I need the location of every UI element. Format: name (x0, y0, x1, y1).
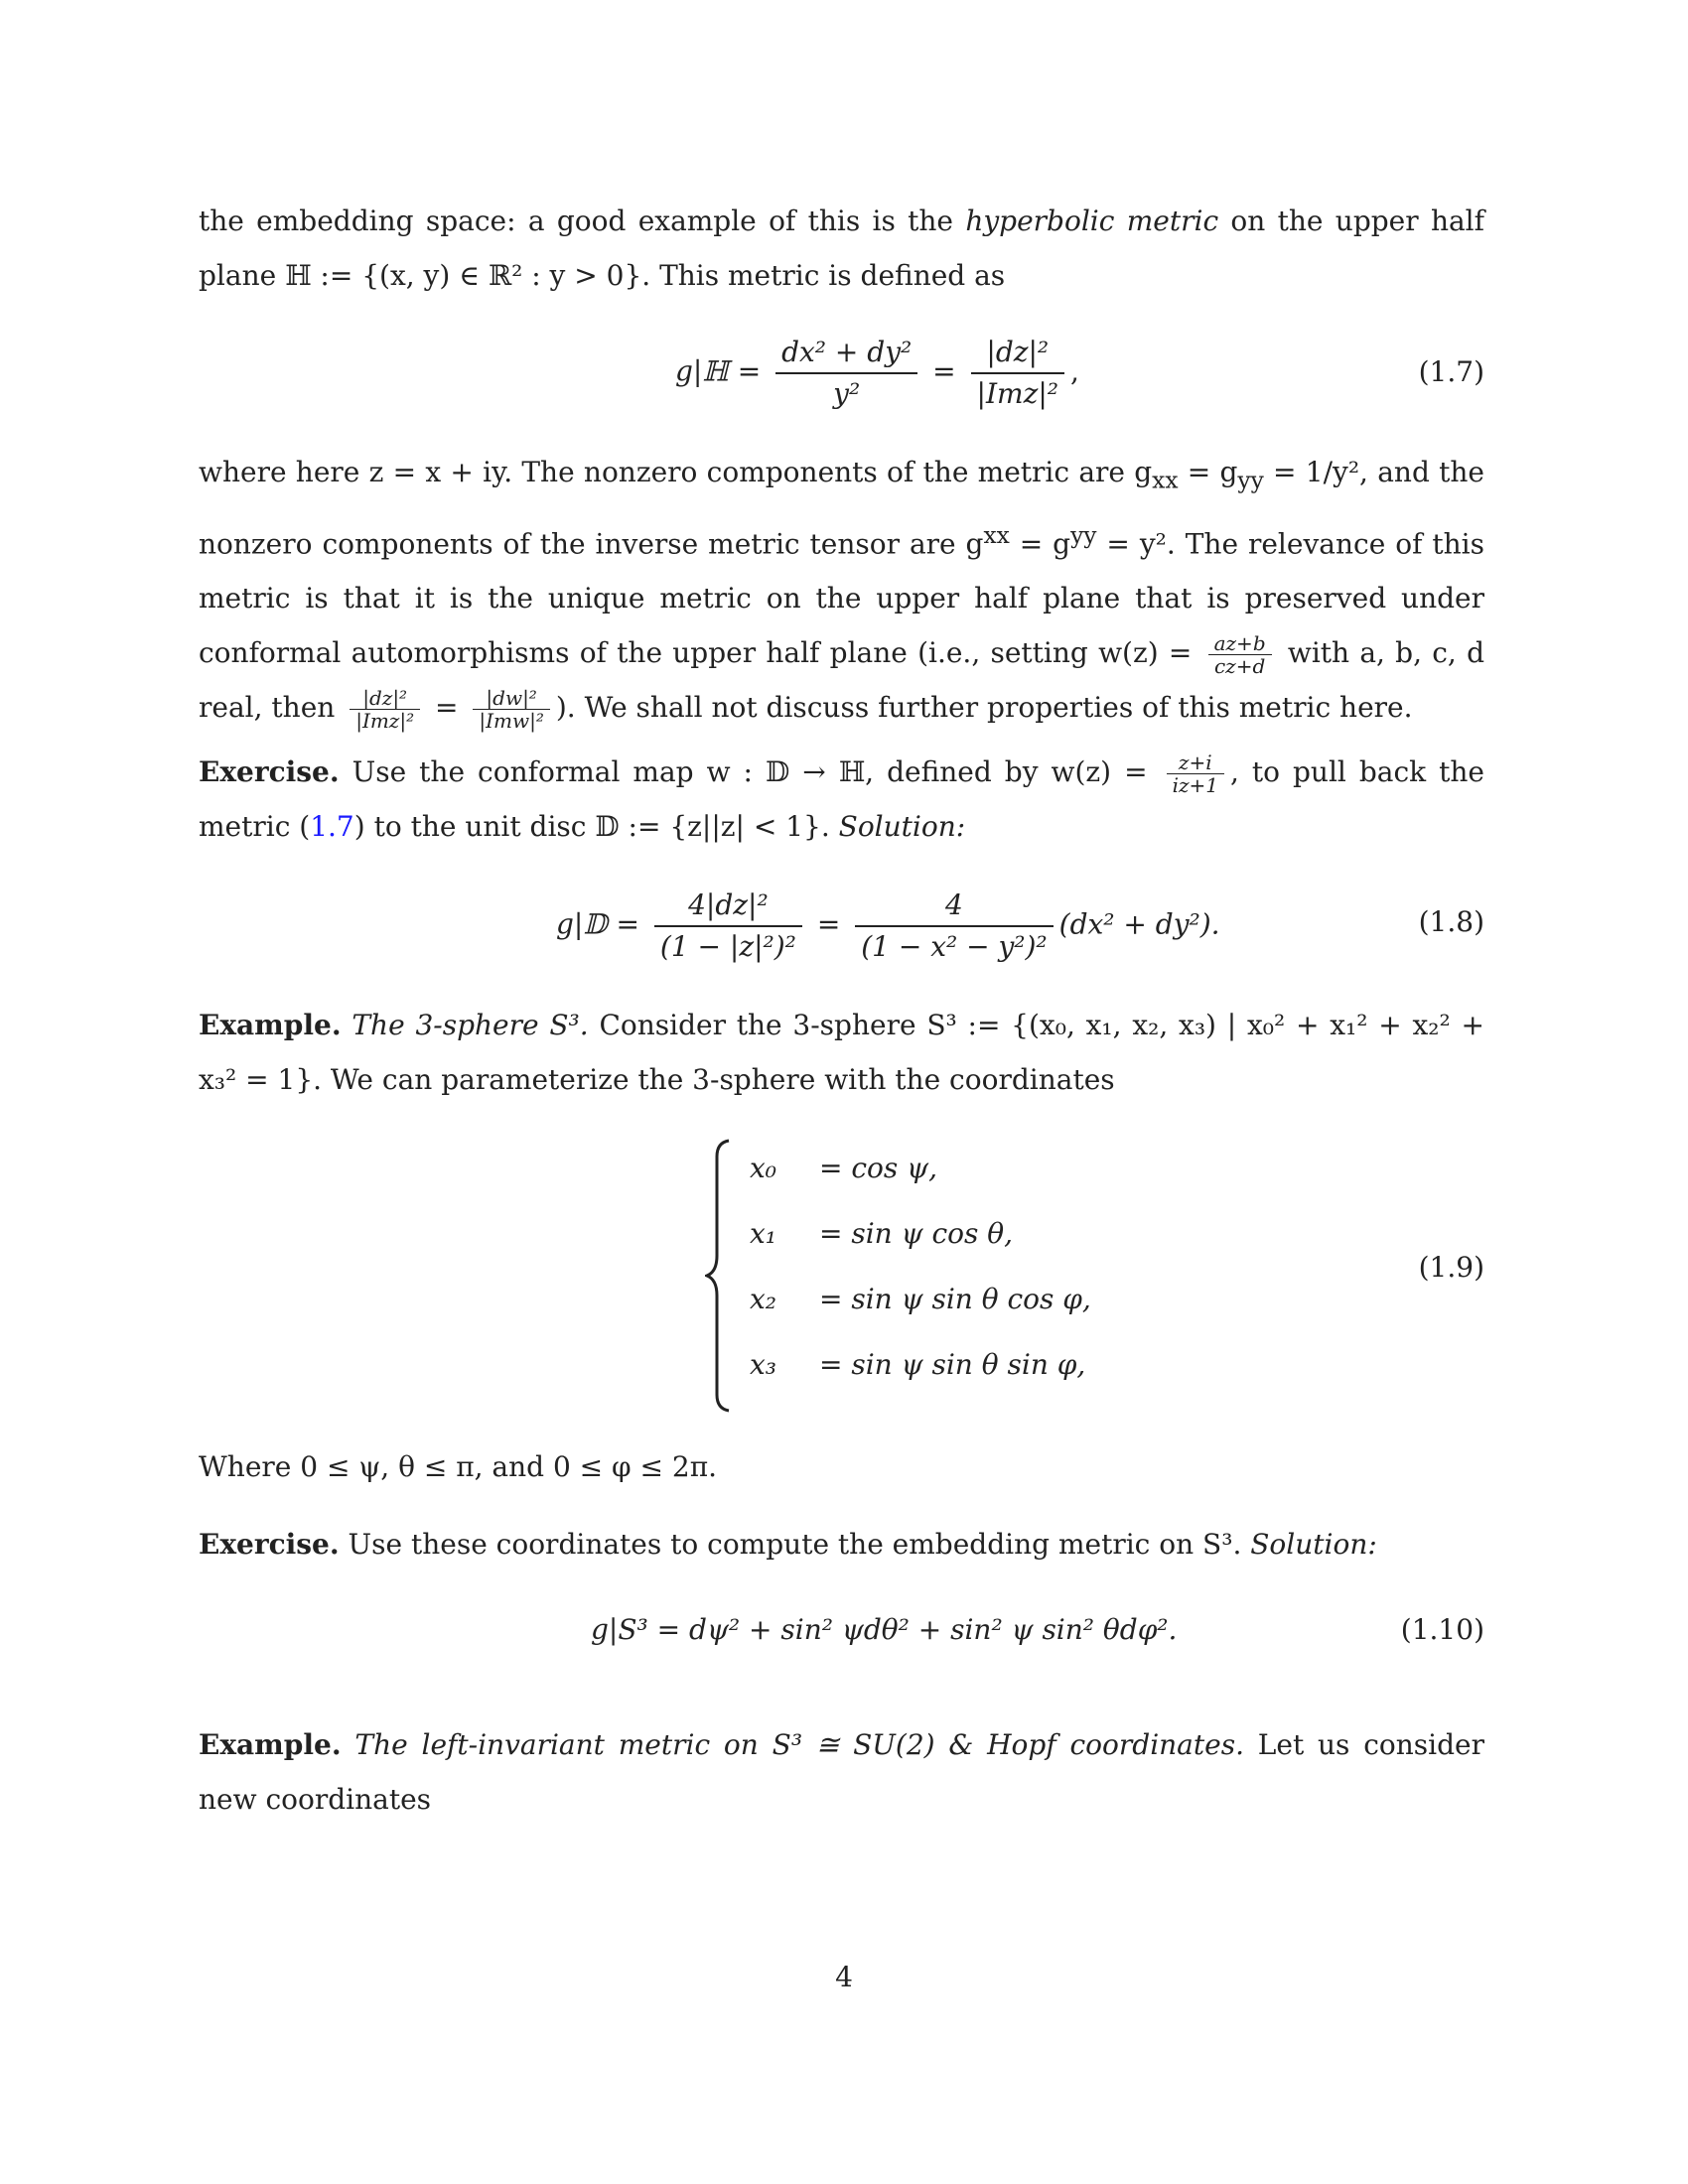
denominator: |Imz|² (976, 377, 1059, 410)
equation-number-1-8: (1.8) (1418, 905, 1484, 938)
equals-sign: = (932, 354, 956, 388)
example-title: The 3-sphere S³. (341, 1009, 589, 1041)
equation-1-9 (705, 1137, 1122, 1415)
eq-fraction (775, 333, 917, 414)
emphasis-hyperbolic-metric: hyperbolic metric (965, 205, 1219, 237)
eq-lhs: g|𝔻 = (556, 907, 639, 941)
superscript: yy (1070, 520, 1097, 549)
exercise-label: Exercise. (199, 755, 340, 788)
equation-number-1-9: (1.9) (1418, 1251, 1484, 1284)
paragraph-metric-components: where here z = x + iy. The nonzero components of the metric are $g_{xx} = g_{yy} = 1/y^2$, and the nonzero components of the inverse metric tensor are $g^{xx} = g^{yy} = y^2$. The relevance of this metric is that it is the unique metric on the upper half plane that is preserved under conformal automorphisms of the upper half plane (i.e., setting w(z) = $\frac{az+b}{cz+d}$ with a, b, c, d real, then $\frac{\text{|dz|²}}{\text{|Imz|²}}$ = $\frac{\text{|dw|²}}{\text{|Imw|²}}$ ). We shall not discuss further properties of this metric here. (199, 456, 1485, 733)
exercise-label: Exercise. (199, 1528, 340, 1561)
subscript: xx (1152, 466, 1179, 494)
text-run: = g (1178, 456, 1238, 488)
equation-number-1-10: (1.10) (1400, 1613, 1484, 1646)
numerator: dx² + dy² (775, 333, 917, 374)
inline-fraction (1167, 751, 1224, 796)
row-rhs: = sin ψ cos θ, (819, 1217, 1014, 1250)
text-run: where here z = x + iy. The nonzero components of the metric are g (199, 456, 1153, 488)
denominator: y² (833, 377, 861, 410)
numerator: |dz|² (971, 333, 1064, 374)
system-row (750, 1217, 1013, 1250)
equation-1-8 (556, 886, 1220, 967)
denominator: |Imw|² (479, 708, 544, 733)
eq-tail: , (1070, 354, 1079, 388)
row-lhs: x₀ (750, 1152, 777, 1184)
equation-1-10: g|S³ = dψ² + sin² ψdθ² + sin² ψ sin² θdφ². (591, 1613, 1178, 1646)
numerator: az+b (1208, 632, 1272, 655)
superscript: xx (983, 520, 1010, 549)
row-lhs: x₂ (750, 1283, 777, 1315)
left-brace-icon (705, 1137, 735, 1415)
equation-reference-link[interactable]: 1.7 (310, 810, 354, 843)
text-run: Let us consider new coordinates (199, 1728, 1484, 1816)
numerator: |dz|² (350, 687, 420, 710)
paragraph-exercise-embedding (199, 1517, 1484, 1571)
text-run: , to pull back the metric ( (199, 755, 1484, 843)
example-title: The left-invariant metric on S³ ≅ SU(2) & Hopf coordinates. (341, 1728, 1244, 1761)
text-run: = g (1009, 526, 1071, 560)
row-rhs: = sin ψ sin θ sin φ, (819, 1348, 1086, 1381)
inline-fraction (1208, 632, 1272, 677)
equals-sign: = (816, 907, 841, 941)
equation-number-1-7: (1.7) (1418, 355, 1484, 388)
text-run: ) to the unit disc 𝔻 := {z||z| < 1}. (353, 810, 839, 843)
system-row (750, 1348, 1085, 1381)
text-run: ). We shall not discuss further properties of this metric here. (555, 690, 1413, 724)
text-run: on the upper half plane ℍ := {(x, y) ∈ ℝ² : y > 0}. This metric is defined as (199, 205, 1484, 292)
numerator: 4 (855, 886, 1053, 927)
text-run: Use the conformal map w : 𝔻 → ℍ, defined by w(z) = (339, 755, 1161, 788)
example-label: Example. (199, 1728, 342, 1761)
subscript: yy (1237, 466, 1264, 494)
text-run: Use these coordinates to compute the embedding metric on S³. (339, 1528, 1251, 1561)
denominator: cz+d (1213, 653, 1266, 678)
system-row (750, 1152, 937, 1184)
row-rhs: = sin ψ sin θ cos φ, (819, 1283, 1091, 1315)
denominator: |Imz|² (355, 708, 415, 733)
text-run: Where 0 ≤ ψ, θ ≤ π, and 0 ≤ φ ≤ 2π. (199, 1450, 718, 1483)
equation-1-7 (675, 333, 1079, 414)
eq-fraction (855, 886, 1053, 967)
solution-label: Solution: (838, 810, 966, 843)
eq-fraction (971, 333, 1064, 414)
eq-tail: (dx² + dy²). (1058, 907, 1220, 941)
eq-lhs: g|ℍ = (675, 354, 762, 388)
paragraph-example-left-invariant (199, 1717, 1484, 1827)
system-row (750, 1283, 1091, 1315)
row-rhs: = cos ψ, (819, 1152, 938, 1184)
inline-fraction (350, 687, 420, 732)
example-label: Example. (199, 1009, 342, 1041)
text-run: Consider the 3-sphere S³ := {(x₀, x₁, x₂, x₃) | x₀² + x₁² + x₂² + x₃² = 1}. We can parameterize the 3-sphere with the coordinates (199, 1009, 1484, 1096)
row-lhs: x₁ (750, 1217, 777, 1250)
solution-label: Solution: (1250, 1528, 1377, 1561)
text-run: = y². The relevance of this metric is that it is the unique metric on the upper half plane that is preserved under conformal automorphisms of the upper half plane (i.e., setting w(z) = (199, 526, 1485, 669)
paragraph-example-3-sphere (199, 998, 1484, 1107)
page-number: 4 (835, 1961, 853, 1993)
denominator: (1 − x² − y²)² (861, 930, 1048, 963)
denominator: iz+1 (1172, 773, 1218, 797)
paragraph-coordinate-ranges (199, 1439, 1484, 1494)
paragraph-hyperbolic-intro (199, 194, 1484, 303)
numerator: |dw|² (473, 687, 549, 710)
numerator: 4|dz|² (654, 886, 802, 927)
numerator: z+i (1167, 751, 1224, 774)
row-lhs: x₃ (750, 1348, 777, 1381)
inline-fraction (473, 687, 549, 732)
text-run: the embedding space: a good example of this is the (199, 205, 966, 237)
denominator: (1 − |z|²)² (659, 930, 796, 963)
paragraph-exercise-disc (199, 745, 1484, 854)
text-run: with a, b, c, d real, then (199, 635, 1484, 724)
text-run: = 1/y², and the nonzero components of the inverse metric tensor are g (199, 456, 1484, 560)
eq-fraction (654, 886, 802, 967)
